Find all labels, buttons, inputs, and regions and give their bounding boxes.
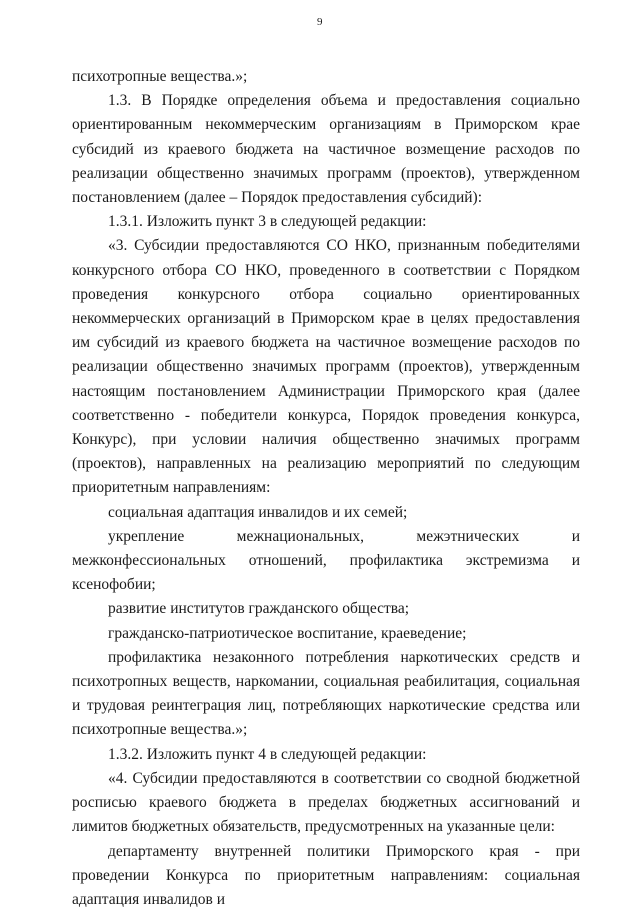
paragraph: «3. Субсидии предоставляются СО НКО, признанным победителями конкурсного отбора СО НКО, проведенного в соответствии с Порядком проведения конкурсного отбора социально ориентированных некоммерческих организаций в Приморском крае в целях предоставления им субсидий из краевого бюджета на частичное возмещение расходов по реализации общественно значимых программ (проектов), утвержденным настоящим постановлением Администрации Приморского края (далее соответственно - победители конкурса, Порядок проведения конкурса, Конкурс), при условии наличия общественно значимых программ (проектов), направленных на реализацию мероприятий по следующим приоритетным направлениям: — [72, 234, 580, 500]
paragraph: «4. Субсидии предоставляются в соответствии со сводной бюджетной росписью краевого бюджета в пределах бюджетных ассигнований и лимитов бюджетных обязательств, предусмотренных на указанные цели: — [72, 767, 580, 840]
paragraph: профилактика незаконного потребления наркотических средств и психотропных веществ, наркомании, социальная реабилитация, социальная и трудовая реинтеграция лиц, потребляющих наркотические средства или психотропные вещества.»; — [72, 646, 580, 743]
paragraph: психотропные вещества.»; — [72, 65, 580, 89]
paragraph: гражданско-патриотическое воспитание, краеведение; — [72, 622, 580, 646]
paragraph: развитие институтов гражданского общества; — [72, 597, 580, 621]
paragraph: департаменту внутренней политики Приморского края - при проведении Конкурса по приоритетным направлениям: социальная адаптация инвалидов и — [72, 840, 580, 912]
paragraph: 1.3.1. Изложить пункт 3 в следующей редакции: — [72, 210, 580, 234]
paragraph: социальная адаптация инвалидов и их семей; — [72, 501, 580, 525]
paragraph: 1.3. В Порядке определения объема и предоставления социально ориентированным некоммерческим организациям в Приморском крае субсидий из краевого бюджета на частичное возмещение расходов по реализации общественно значимых программ (проектов), утвержденном постановлением (далее – Порядок предоставления субсидий): — [72, 89, 580, 210]
page-number: 9 — [0, 16, 640, 28]
document-body — [72, 65, 580, 912]
paragraph: укрепление межнациональных, межэтнических и межконфессиональных отношений, профилактика экстремизма и ксенофобии; — [72, 525, 580, 598]
paragraph: 1.3.2. Изложить пункт 4 в следующей редакции: — [72, 743, 580, 767]
